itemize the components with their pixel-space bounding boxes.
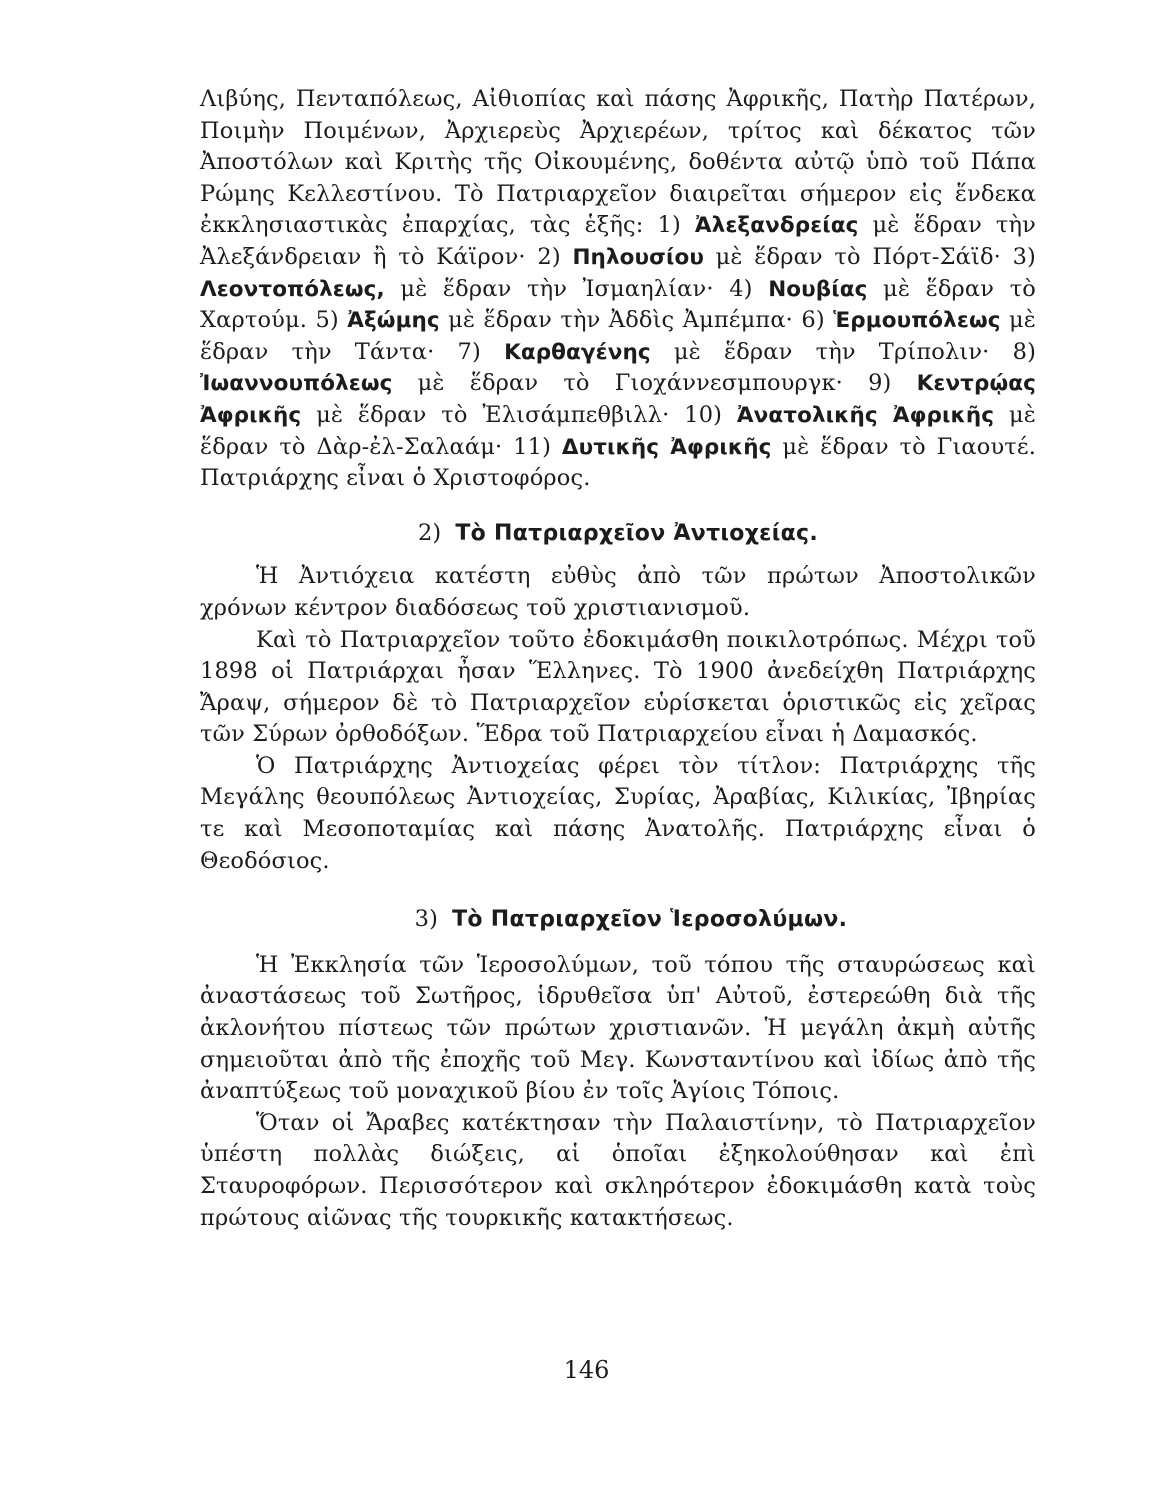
jerusalem-paragraph: Ἡ Ἐκκλησία τῶν Ἱεροσολύμων, τοῦ τόπου τῆς σταυρώσεως καὶ ἀναστάσεως τοῦ Σωτῆρος, ἱδρυθεῖσα ὑπ' Αὐτοῦ, ἐστερεώθη διὰ τῆς ἀκλονήτου πίστεως τῶν πρώτων χριστιανῶν. Ἡ μεγάλη ἀκμὴ αὐτῆς σημειοῦται ἀπὸ τῆς ἐποχῆς τοῦ Μεγ. Κωνσταντίνου καὶ ἰδίως ἀπὸ τῆς ἀναπτύξεως τοῦ μοναχικοῦ βίου ἐν τοῖς Ἁγίοις Τόποις.: [200, 951, 1036, 1105]
page-number: 146: [563, 1356, 610, 1384]
diocese-name: Νουβίας: [768, 276, 868, 302]
diocese-seat: μὲ ἕδραν τὸ Γιοχάννεσμπουργκ· 9): [392, 370, 917, 397]
diocese-name: Δυτικῆς Ἀφρικῆς: [561, 434, 772, 460]
diocese-seat: μὲ ἕδραν τὸ Πόρτ-Σάϊδ· 3): [703, 243, 1036, 270]
section-heading-antioch: [200, 513, 1036, 550]
diocese-name: Ἰωαννουπόλεως: [200, 371, 393, 397]
diocese-seat: μὲ ἕδραν τὴν Ἰσμαηλίαν· 4): [384, 275, 769, 302]
diocese-seat: μὲ ἕδραν τὴν Ἀλεξάνδρειαν ἢ τὸ Κάϊρον· 2): [200, 212, 1036, 270]
antioch-paragraph: Ἡ Ἀντιόχεια κατέστη εὐθὺς ἀπὸ τῶν πρώτων Ἀποστολικῶν χρόνων κέντρον διαδόσεως τοῦ χριστιανισμοῦ.: [200, 563, 1036, 621]
antioch-paragraph: Ὁ Πατριάρχης Ἀντιοχείας φέρει τὸν τίτλον: Πατριάρχης τῆς Μεγάλης θεουπόλεως Ἀντιοχείας, Συρίας, Ἀραβίας, Κιλικίας, Ἰβηρίας τε καὶ Μεσοποταμίας καὶ πάσης Ἀνατολῆς. Πατριάρχης εἶναι ὁ Θεοδόσιος.: [200, 752, 1036, 874]
diocese-name: Ἀξώμης: [347, 308, 440, 334]
diocese-name: Πηλουσίου: [572, 244, 704, 270]
alexandria-paragraph: [200, 84, 1036, 495]
diocese-seat: μὲ ἕδραν τὴν Τρίπολιν· 8): [650, 338, 1036, 365]
jerusalem-paragraph: Ὅταν οἱ Ἄραβες κατέκτησαν τὴν Παλαιστίνην, τὸ Πατριαρχεῖον ὑπέστη πολλὰς διώξεις, αἱ ὁποῖαι ἐξηκολούθησαν καὶ ἐπὶ Σταυροφόρων. Περισσότερον καὶ σκληρότερον ἐδοκιμάσθη κατὰ τοὺς πρώτους αἰῶνας τῆς τουρκικῆς κατακτήσεως.: [200, 1109, 1036, 1231]
section-title: Τὸ Πατριαρχεῖον Ἀντιοχείας.: [455, 520, 819, 546]
page-body: [200, 84, 1036, 1234]
diocese-name: Ἀλεξανδρείας: [694, 213, 859, 239]
diocese-name: Καρθαγένης: [504, 339, 651, 365]
alexandria-intro: Λιβύης, Πενταπόλεως, Αἰθιοπίας καὶ πάσης Ἀφρικῆς, Πατὴρ Πατέρων, Ποιμὴν Ποιμένων, Ἀρχιερεὺς Ἀρχιερέων, τρίτος καὶ δέκατος τῶν Ἀποστόλων καὶ Κριτὴς τῆς Οἰκουμένης, δοθέντα αὐτῷ ὑπὸ τοῦ Πάπα Ρώμης Κελλεστίνου. Τὸ Πατριαρχεῖον διαιρεῖται σήμερον εἰς ἕνδεκα ἐκκλησιαστικὰς ἐπαρχίας, τὰς ἑξῆς: 1): [200, 86, 1036, 239]
section-number: 2): [417, 519, 442, 546]
diocese-seat: μὲ ἕδραν τὸ Ἐλισάμπεθβιλλ· 10): [301, 401, 737, 428]
diocese-name: Λεοντοπόλεως,: [200, 276, 385, 302]
diocese-seat: μὲ ἕδραν τὸ Γιαουτέ. Πατριάρχης εἶναι ὁ Χριστοφόρος.: [200, 433, 1036, 492]
antioch-paragraph: Καὶ τὸ Πατριαρχεῖον τοῦτο ἐδοκιμάσθη ποικιλοτρόπως. Μέχρι τοῦ 1898 οἱ Πατριάρχαι ἦσαν Ἕλληνες. Τὸ 1900 ἀνεδείχθη Πατριάρχης Ἄραψ, σήμερον δὲ τὸ Πατριαρχεῖον εὑρίσκεται ὁριστικῶς εἰς χεῖρας τῶν Σύρων ὀρθοδόξων. Ἕδρα τοῦ Πατριαρχείου εἶναι ἡ Δαμασκός.: [200, 626, 1036, 748]
diocese-name: Ἀνατολικῆς Ἀφρικῆς: [736, 402, 995, 428]
diocese-name: Κεντρῴας Ἀφρικῆς: [200, 371, 1036, 428]
diocese-seat: μὲ ἕδραν τὴν Τάντα· 7): [200, 307, 1036, 365]
section-title: Τὸ Πατριαρχεῖον Ἱεροσολύμων.: [452, 907, 848, 933]
diocese-seat: μὲ ἕδραν τὴν Ἀδδὶς Ἀμπέμπα· 6): [439, 307, 834, 334]
diocese-seat: μὲ ἕδραν τὸ Δὰρ-ἐλ-Σαλαάμ· 11): [200, 401, 1036, 460]
section-number: 3): [414, 906, 439, 933]
section-heading-jerusalem: [200, 899, 1036, 936]
diocese-seat: μὲ ἕδραν τὸ Χαρτούμ. 5): [200, 275, 1036, 334]
diocese-name: Ἑρμουπόλεως: [833, 308, 1001, 334]
